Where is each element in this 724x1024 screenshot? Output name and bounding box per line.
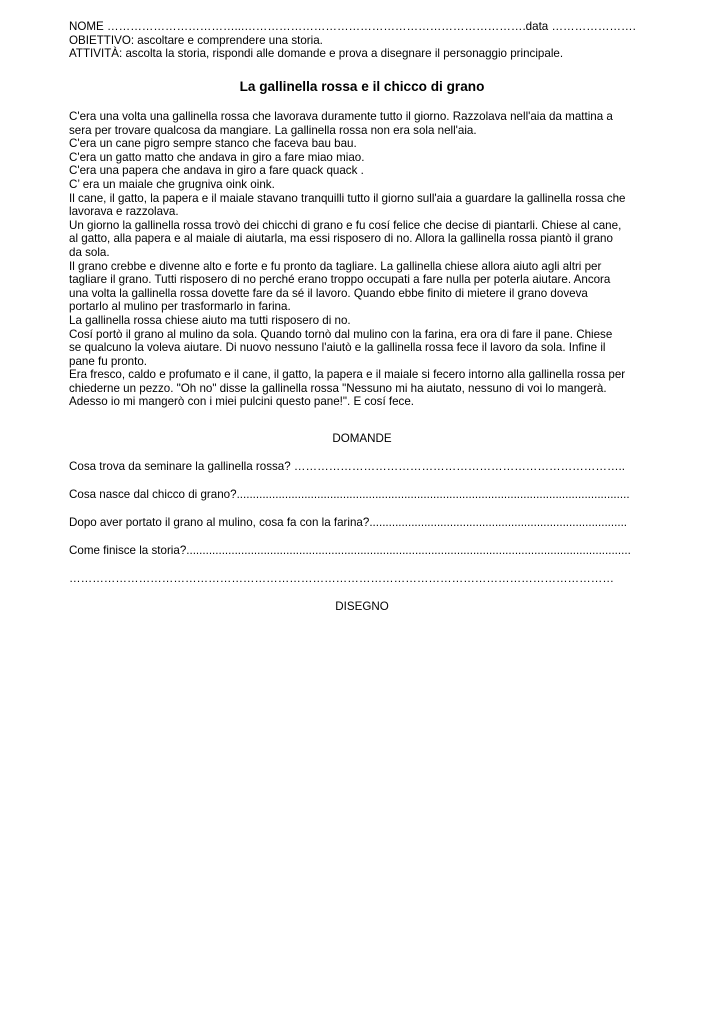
- questions-heading: DOMANDE: [332, 432, 392, 445]
- story-line: C'era una papera che andava in giro a fare quack quack .: [69, 164, 364, 178]
- story-line: Era fresco, caldo e profumato e il cane, il gatto, la papera e il maiale si fecero intorno alla gallinella rossa per: [69, 368, 626, 382]
- story-text: [69, 110, 659, 409]
- story-line: C'era una volta una gallinella rossa che lavorava duramente tutto il giorno. Razzolava nell'aia da mattina a: [69, 110, 613, 123]
- story-line: da sola.: [69, 245, 110, 259]
- question-seed: Cosa trova da seminare la gallinella rossa? …………………………………………………………………………..: [69, 460, 625, 473]
- story-line: C'era un gatto matto che andava in giro a fare miao miao.: [69, 150, 365, 164]
- story-line: portarlo al mulino per trasformarlo in farina.: [69, 300, 291, 314]
- drawing-area[interactable]: [69, 620, 659, 1000]
- answer-line: ……………………………………………………………………………………………………………………………: [69, 572, 614, 585]
- drawing-heading: DISEGNO: [335, 600, 389, 613]
- story-line: tagliare il grano. Tutti risposero di no perché erano troppo occupati a fare nulla per poterla aiutare. Ancora: [69, 273, 611, 287]
- story-line: pane fu pronto.: [69, 354, 147, 368]
- question-flour: Dopo aver portato il grano al mulino, cosa fa con la farina?................................................................................: [69, 516, 628, 529]
- story-line: Il grano crebbe e divenne alto e forte e fu pronto da tagliare. La gallinella chiese allora aiuto agli altri per: [69, 259, 602, 273]
- story-title: La gallinella rossa e il chicco di grano: [239, 79, 485, 94]
- story-line: se qualcuno la voleva aiutare. Di nuovo nessuno l'aiutò e la gallinella rossa fece il lavoro da sola. Infine il: [69, 341, 606, 355]
- header-block: [69, 20, 659, 61]
- name-date-line: NOME ……………………………...……………………………………………………………….data ………………….: [69, 20, 636, 33]
- story-line: Adesso io mi mangerò con i miei pulcini questo pane!". E cosí fece.: [69, 395, 415, 409]
- story-line: al gatto, alla papera e al maiale di aiutarla, ma essi risposero di no. Allora la gallinella rossa piantò il grano: [69, 232, 613, 246]
- story-line: chiederne un pezzo. "Oh no" disse la gallinella rossa "Nessuno mi ha aiutato, nessuno di voi lo mangerà.: [69, 381, 607, 395]
- story-line: sera per trovare qualcosa da mangiare. La gallinella rossa non era sola nell'aia.: [69, 123, 477, 137]
- objective-line: OBIETTIVO: ascoltare e comprendere una storia.: [69, 33, 323, 47]
- story-line: Cosí portò il grano al mulino da sola. Quando tornò dal mulino con la farina, era ora di fare il pane. Chiese: [69, 327, 613, 341]
- story-line: C’ era un maiale che grugniva oink oink.: [69, 177, 275, 191]
- story-line: C'era un cane pigro sempre stanco che faceva bau bau.: [69, 137, 357, 151]
- question-grain: Cosa nasce dal chicco di grano?..........................................................................................................................: [69, 488, 630, 501]
- story-line: La gallinella rossa chiese aiuto ma tutti risposero di no.: [69, 313, 351, 327]
- question-ending: Come finisce la storia?..........................................................................................................................................: [69, 544, 631, 557]
- activity-line: ATTIVITÀ: ascolta la storia, rispondi alle domande e prova a disegnare il personaggio principale.: [69, 47, 564, 61]
- story-line: Un giorno la gallinella rossa trovò dei chicchi di grano e fu cosí felice che decise di piantarli. Chiese al cane,: [69, 218, 622, 232]
- story-line: lavorava e razzolava.: [69, 205, 179, 219]
- story-line: una volta la gallinella rossa dovette fare da sé il lavoro. Quando ebbe finito di mietere il grano doveva: [69, 286, 588, 300]
- story-line: Il cane, il gatto, la papera e il maiale stavano tranquilli tutto il giorno sull'aia a guardare la gallinella rossa che: [69, 191, 626, 205]
